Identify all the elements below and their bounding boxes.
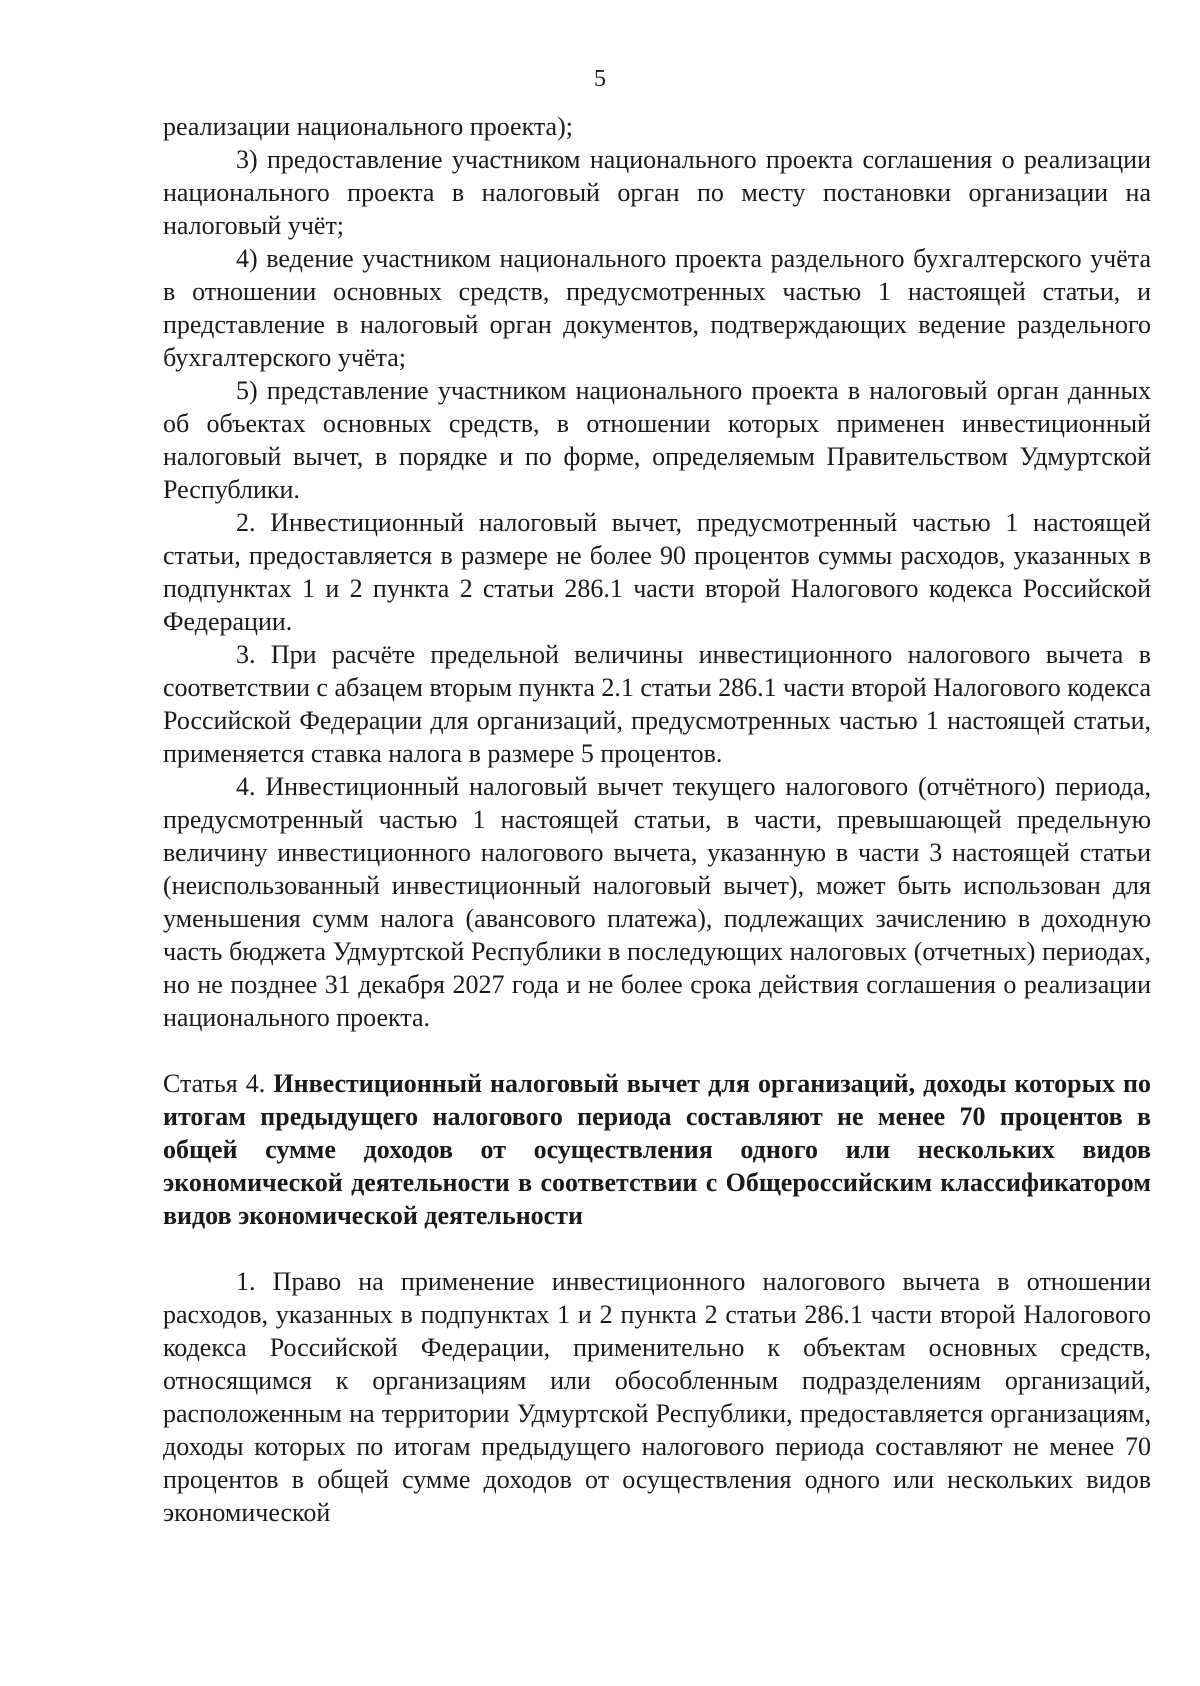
paragraph-part-2: 2. Инвестиционный налоговый вычет, предусмотренный частью 1 настоящей статьи, предоставляется в размере не более 90 процентов суммы расходов, указанных в подпунктах 1 и 2 пункта 2 статьи 286.1 части второй Налогового кодекса Российской Федерации. (163, 508, 1151, 636)
paragraph-continuation: реализации национального проекта); (163, 112, 573, 141)
paragraph-item-3: 3) предоставление участником национального проекта соглашения о реализации национального проекта в налоговый орган по месту постановки организации на налоговый учёт; (163, 145, 1151, 240)
paragraph-item-5: 5) представление участником национального проекта в налоговый орган данных об объектах основных средств, в отношении которых применен инвестиционный налоговый вычет, в порядке и по форме, определяемым Правительством Удмуртской Республики. (163, 376, 1151, 504)
article-heading (163, 1067, 1151, 1232)
article-title: Инвестиционный налоговый вычет для организаций, доходы которых по итогам предыдущего налогового периода составляют не менее 70 процентов в общей сумме доходов от осуществления одного или нескольких видов экономической деятельности в соответствии с Общероссийским классификатором видов экономической деятельности (163, 1069, 1151, 1230)
document-body (163, 110, 1151, 1529)
paragraph-part-4: 4. Инвестиционный налоговый вычет текущего налогового (отчётного) периода, предусмотренный частью 1 настоящей статьи, в части, превышающей предельную величину инвестиционного налогового вычета, указанную в части 3 настоящей статьи (неиспользованный инвестиционный налоговый вычет), может быть использован для уменьшения сумм налога (авансового платежа), подлежащих зачислению в доходную часть бюджета Удмуртской Республики в последующих налоговых (отчетных) периодах, но не позднее 31 декабря 2027 года и не более срока действия соглашения о реализации национального проекта. (163, 772, 1151, 1032)
page-number: 5 (594, 66, 606, 92)
paragraph-part-3: 3. При расчёте предельной величины инвестиционного налогового вычета в соответствии с абзацем вторым пункта 2.1 статьи 286.1 части второй Налогового кодекса Российской Федерации для организаций, предусмотренных частью 1 настоящей статьи, применяется ставка налога в размере 5 процентов. (163, 640, 1151, 768)
article-label: Статья 4. (163, 1069, 266, 1098)
paragraph-article4-part-1: 1. Право на применение инвестиционного налогового вычета в отношении расходов, указанных в подпунктах 1 и 2 пункта 2 статьи 286.1 части второй Налогового кодекса Российской Федерации, применительно к объектам основных средств, относящимся к организациям или обособленным подразделениям организаций, расположенным на территории Удмуртской Республики, предоставляется организациям, доходы которых по итогам предыдущего налогового периода составляют не менее 70 процентов в общей сумме доходов от осуществления одного или нескольких видов экономической (163, 1267, 1151, 1527)
paragraph-item-4: 4) ведение участником национального проекта раздельного бухгалтерского учёта в отношении основных средств, предусмотренных частью 1 настоящей статьи, и представление в налоговый орган документов, подтверждающих ведение раздельного бухгалтерского учёта; (163, 244, 1151, 372)
